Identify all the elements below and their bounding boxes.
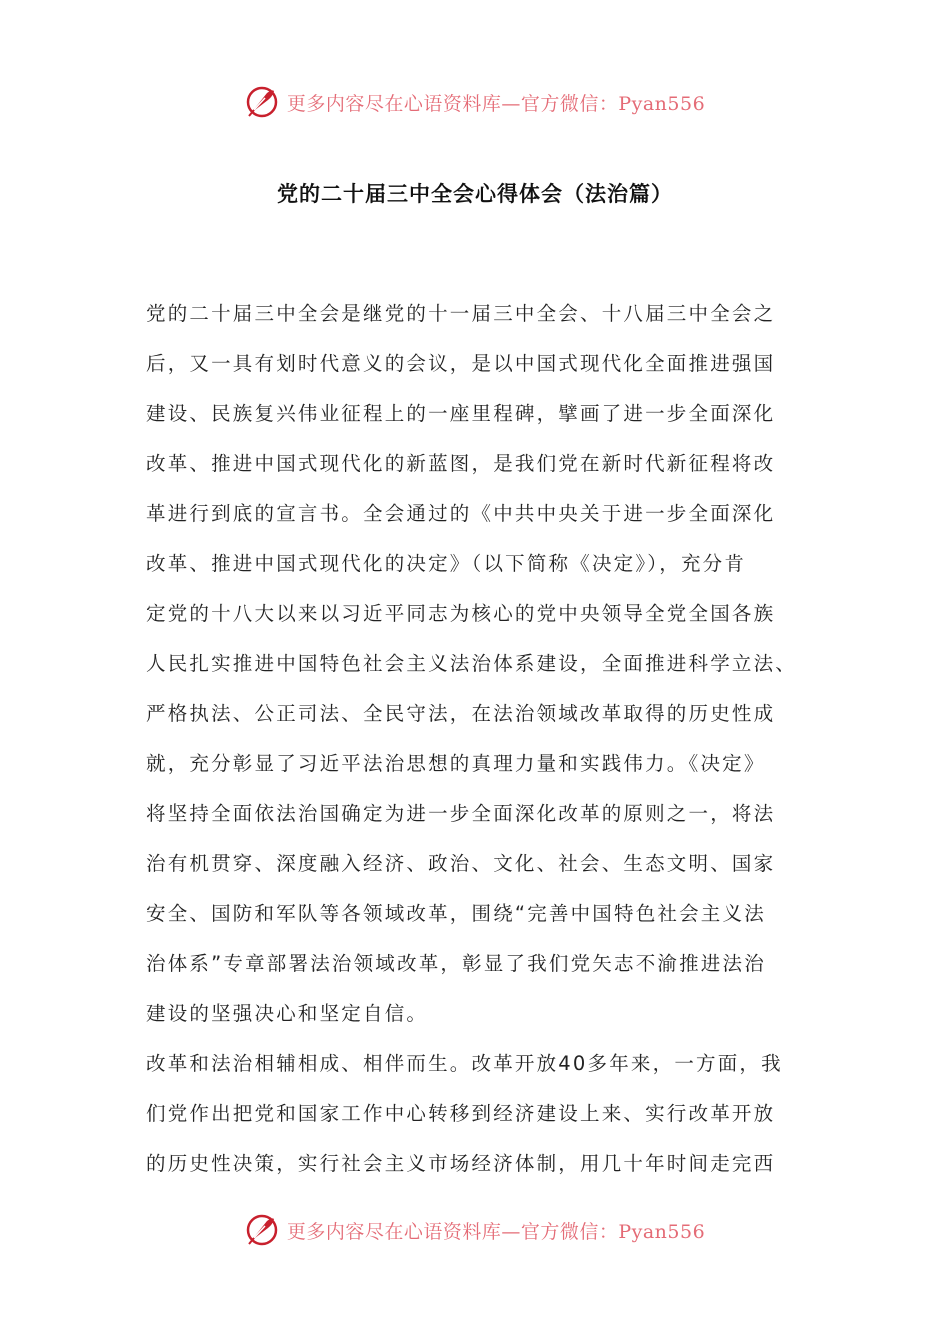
quill-logo-icon — [245, 1213, 279, 1247]
body-line: 定党的十八大以来以习近平同志为核心的党中央领导全党全国各族 — [146, 602, 776, 625]
body-line: 将坚持全面依法治国确定为进一步全面深化改革的原则之一，将法 — [146, 802, 776, 825]
body-line: 治体系”专章部署法治领域改革，彰显了我们党矢志不渝推进法治 — [146, 952, 766, 975]
body-line: 就，充分彰显了习近平法治思想的真理力量和实践伟力。《决定》 — [146, 752, 766, 775]
quill-logo-icon — [245, 85, 279, 119]
body-line: 党的二十届三中全会是继党的十一届三中全会、十八届三中全会之 — [146, 302, 776, 325]
document-title: 党的二十届三中全会心得体会（法治篇） — [277, 182, 673, 206]
body-line: 人民扎实推进中国特色社会主义法治体系建设，全面推进科学立法、 — [146, 652, 798, 675]
body-line: 建设的坚强决心和坚定自信。 — [146, 1002, 429, 1025]
body-line: 安全、国防和军队等各领域改革，围绕“完善中国特色社会主义法 — [146, 902, 766, 925]
body-line: 治有机贯穿、深度融入经济、政治、文化、社会、生态文明、国家 — [146, 852, 776, 875]
body-line: 们党作出把党和国家工作中心转移到经济建设上来、实行改革开放 — [146, 1102, 776, 1125]
body-line: 的历史性决策，实行社会主义市场经济体制，用几十年时间走完西 — [146, 1152, 776, 1175]
body-line: 改革和法治相辅相成、相伴而生。改革开放40多年来，一方面，我 — [146, 1052, 783, 1075]
footer-banner — [0, 1210, 950, 1250]
document-body — [146, 294, 836, 1194]
footer-banner-text: 更多内容尽在心语资料库—官方微信：Pyan556 — [286, 1220, 706, 1243]
body-line: 革进行到底的宣言书。全会通过的《中共中央关于进一步全面深化 — [146, 502, 776, 525]
body-line: 改革、推进中国式现代化的新蓝图，是我们党在新时代新征程将改 — [146, 452, 776, 475]
body-line: 后，又一具有划时代意义的会议，是以中国式现代化全面推进强国 — [146, 352, 776, 375]
body-line: 改革、推进中国式现代化的决定》（以下简称《决定》），充分肯 — [146, 552, 747, 575]
body-line: 建设、民族复兴伟业征程上的一座里程碑，擘画了进一步全面深化 — [146, 402, 776, 425]
header-banner-text: 更多内容尽在心语资料库—官方微信：Pyan556 — [286, 92, 706, 115]
header-banner — [0, 82, 950, 122]
body-line: 严格执法、公正司法、全民守法，在法治领域改革取得的历史性成 — [146, 702, 776, 725]
